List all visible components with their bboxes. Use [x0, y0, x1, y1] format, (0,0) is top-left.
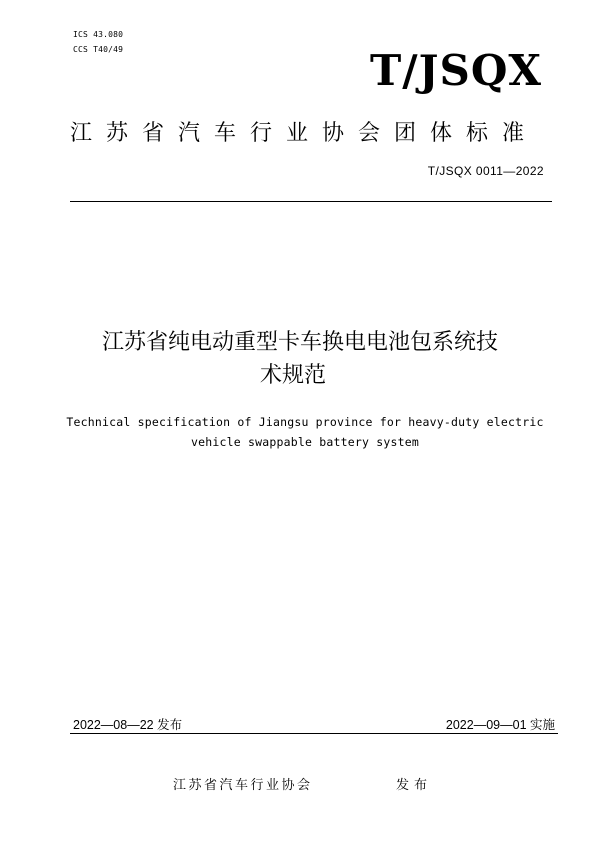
association-standard-title: 江苏省汽车行业协会团体标准	[69, 121, 538, 146]
chinese-title	[0, 326, 600, 392]
ccs-code: CCS T40/49	[73, 45, 124, 54]
publisher-name: 江苏省汽车行业协会	[173, 778, 313, 793]
top-divider	[70, 201, 552, 202]
ics-code: ICS 43.080	[73, 30, 124, 39]
chinese-title-line-1: 江苏省纯电动重型卡车换电电池包系统技	[101, 330, 498, 355]
english-title-line-2: vehicle swappable battery system	[191, 435, 419, 449]
standard-code-logo: T/JSQX	[370, 46, 542, 95]
english-title	[0, 412, 600, 452]
implement-date: 2022—09—01 实施	[445, 718, 555, 732]
english-title-line-1: Technical specification of Jiangsu province for heavy-duty electric	[66, 415, 544, 429]
chinese-title-line-2: 术规范	[259, 363, 326, 388]
publish-label: 发布	[396, 778, 433, 793]
publish-date: 2022—08—22 发布	[73, 718, 183, 732]
bottom-divider	[70, 733, 558, 734]
standard-number: T/JSQX 0011—2022	[427, 164, 544, 178]
